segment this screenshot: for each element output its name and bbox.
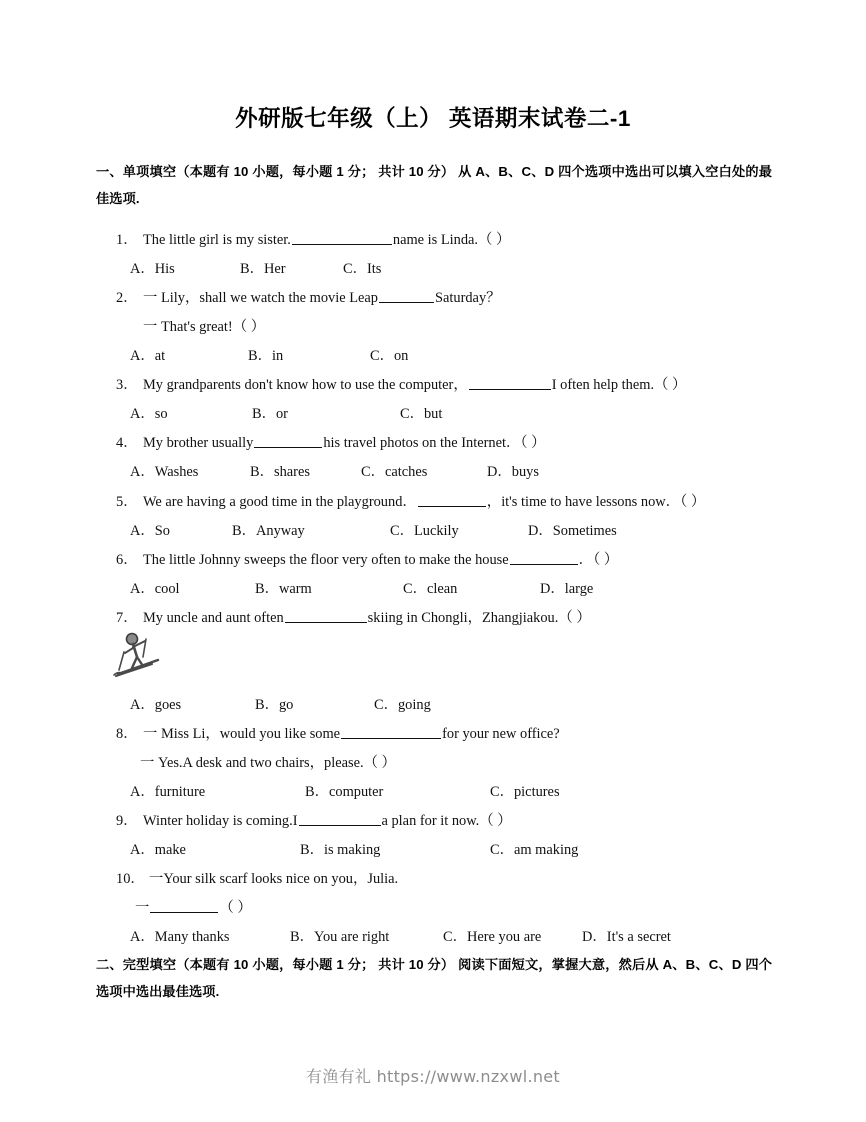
answer-blank[interactable] (150, 899, 218, 913)
option-5-b[interactable]: B．Anyway (232, 523, 305, 539)
option-4-a[interactable]: A．Washes (130, 464, 199, 480)
option-6-d[interactable]: D．large (540, 581, 594, 597)
question-8-options (0, 778, 866, 807)
section-heading-1: 一、单项填空（本题有 10 小题，每小题 1 分； 共计 10 分） 从 A、B、C、D 四个选项中选出可以填入空白处的最佳选项. (96, 164, 772, 206)
option-6-c[interactable]: C．clean (403, 581, 458, 597)
footer-watermark: 有渔有礼 https://www.nzxwl.net (306, 1067, 560, 1086)
question-7-stem: My uncle and aunt often skiing in Chongli，Zhangjiakou.（ ） (143, 610, 591, 626)
question-5-options (0, 517, 866, 546)
option-7-c[interactable]: C．going (374, 697, 431, 713)
question-2-number: 2． (116, 290, 138, 306)
question-6-number: 6． (116, 552, 138, 568)
question-4-options (0, 458, 866, 487)
answer-blank[interactable] (292, 231, 392, 245)
question-9-stem: Winter holiday is coming.I a plan for it now.（ ） (143, 813, 512, 829)
option-5-c[interactable]: C．Luckily (390, 523, 459, 539)
option-9-c[interactable]: C．am making (490, 842, 579, 858)
option-4-c[interactable]: C．catches (361, 464, 428, 480)
answer-blank[interactable] (299, 812, 381, 826)
skier-illustration-icon (112, 630, 186, 682)
option-1-b[interactable]: B．Her (240, 261, 286, 277)
question-8-number: 8． (116, 726, 138, 742)
question-3-number: 3． (116, 377, 138, 393)
question-7-number: 7． (116, 610, 138, 626)
option-1-c[interactable]: C．Its (343, 261, 382, 277)
question-10-stem-line2: 一 （ ） (135, 900, 252, 916)
question-1-number: 1． (116, 232, 138, 248)
question-5-stem: We are having a good time in the playground． ，it's time to have lessons now．（ ） (143, 494, 706, 510)
option-5-a[interactable]: A．So (130, 523, 170, 539)
answer-blank[interactable] (510, 551, 578, 565)
question-6-stem: The little Johnny sweeps the floor very often to make the house ．（ ） (143, 552, 619, 568)
option-3-c[interactable]: C．but (400, 406, 443, 422)
answer-blank[interactable] (418, 493, 486, 507)
option-6-b[interactable]: B．warm (255, 581, 312, 597)
page-title: 外研版七年级（上） 英语期末试卷二-1 (235, 106, 631, 131)
option-4-d[interactable]: D．buys (487, 464, 539, 480)
question-9-options (0, 836, 866, 865)
question-8-stem-line2: 一 Yes.A desk and two chairs，please.（ ） (140, 755, 396, 771)
answer-blank[interactable] (341, 725, 441, 739)
question-2-stem-line2: 一 That's great!（ ） (143, 319, 266, 335)
question-3-stem: My grandparents don't know how to use the computer， I often help them.（ ） (143, 377, 687, 393)
option-8-a[interactable]: A．furniture (130, 784, 206, 800)
option-3-b[interactable]: B．or (252, 406, 288, 422)
option-7-a[interactable]: A．goes (130, 697, 182, 713)
option-8-b[interactable]: B．computer (305, 784, 384, 800)
question-10-number: 10． (116, 871, 145, 887)
option-2-b[interactable]: B．in (248, 348, 284, 364)
option-7-b[interactable]: B．go (255, 697, 294, 713)
option-10-d[interactable]: D．It's a secret (582, 929, 671, 945)
question-5-number: 5． (116, 494, 138, 510)
option-5-d[interactable]: D．Sometimes (528, 523, 617, 539)
option-2-c[interactable]: C．on (370, 348, 409, 364)
option-4-b[interactable]: B．shares (250, 464, 310, 480)
question-3-options (0, 400, 866, 429)
option-9-a[interactable]: A．make (130, 842, 186, 858)
question-2-stem: 一 Lily，shall we watch the movie Leap Saturday？ (143, 290, 501, 306)
question-1-options (0, 255, 866, 284)
question-10-options (0, 923, 866, 952)
question-1-stem: The little girl is my sister. name is Linda.（ ） (143, 232, 511, 248)
answer-blank[interactable] (469, 376, 551, 390)
question-10-stem: 一Your silk scarf looks nice on you，Julia. (149, 871, 399, 887)
question-8-stem: 一 Miss Li，would you like some for your new office? (143, 726, 560, 742)
option-1-a[interactable]: A．His (130, 261, 175, 277)
option-9-b[interactable]: B．is making (300, 842, 381, 858)
option-10-c[interactable]: C．Here you are (443, 929, 542, 945)
option-10-a[interactable]: A．Many thanks (130, 929, 230, 945)
question-4-number: 4． (116, 435, 138, 451)
question-7-options (0, 691, 866, 720)
option-2-a[interactable]: A．at (130, 348, 166, 364)
option-8-c[interactable]: C．pictures (490, 784, 560, 800)
answer-blank[interactable] (285, 609, 367, 623)
option-3-a[interactable]: A．so (130, 406, 168, 422)
question-9-number: 9． (116, 813, 138, 829)
section-heading-2: 二、完型填空（本题有 10 小题，每小题 1 分； 共计 10 分） 阅读下面短文，掌握大意，然后从 A、B、C、D 四个选项中选出最佳选项. (96, 957, 772, 999)
answer-blank[interactable] (254, 434, 322, 448)
question-4-stem: My brother usually his travel photos on the Internet．（ ） (143, 435, 546, 451)
answer-blank[interactable] (379, 289, 434, 303)
question-2-options (0, 342, 866, 371)
question-6-options (0, 575, 866, 604)
option-6-a[interactable]: A．cool (130, 581, 180, 597)
option-10-b[interactable]: B．You are right (290, 929, 390, 945)
